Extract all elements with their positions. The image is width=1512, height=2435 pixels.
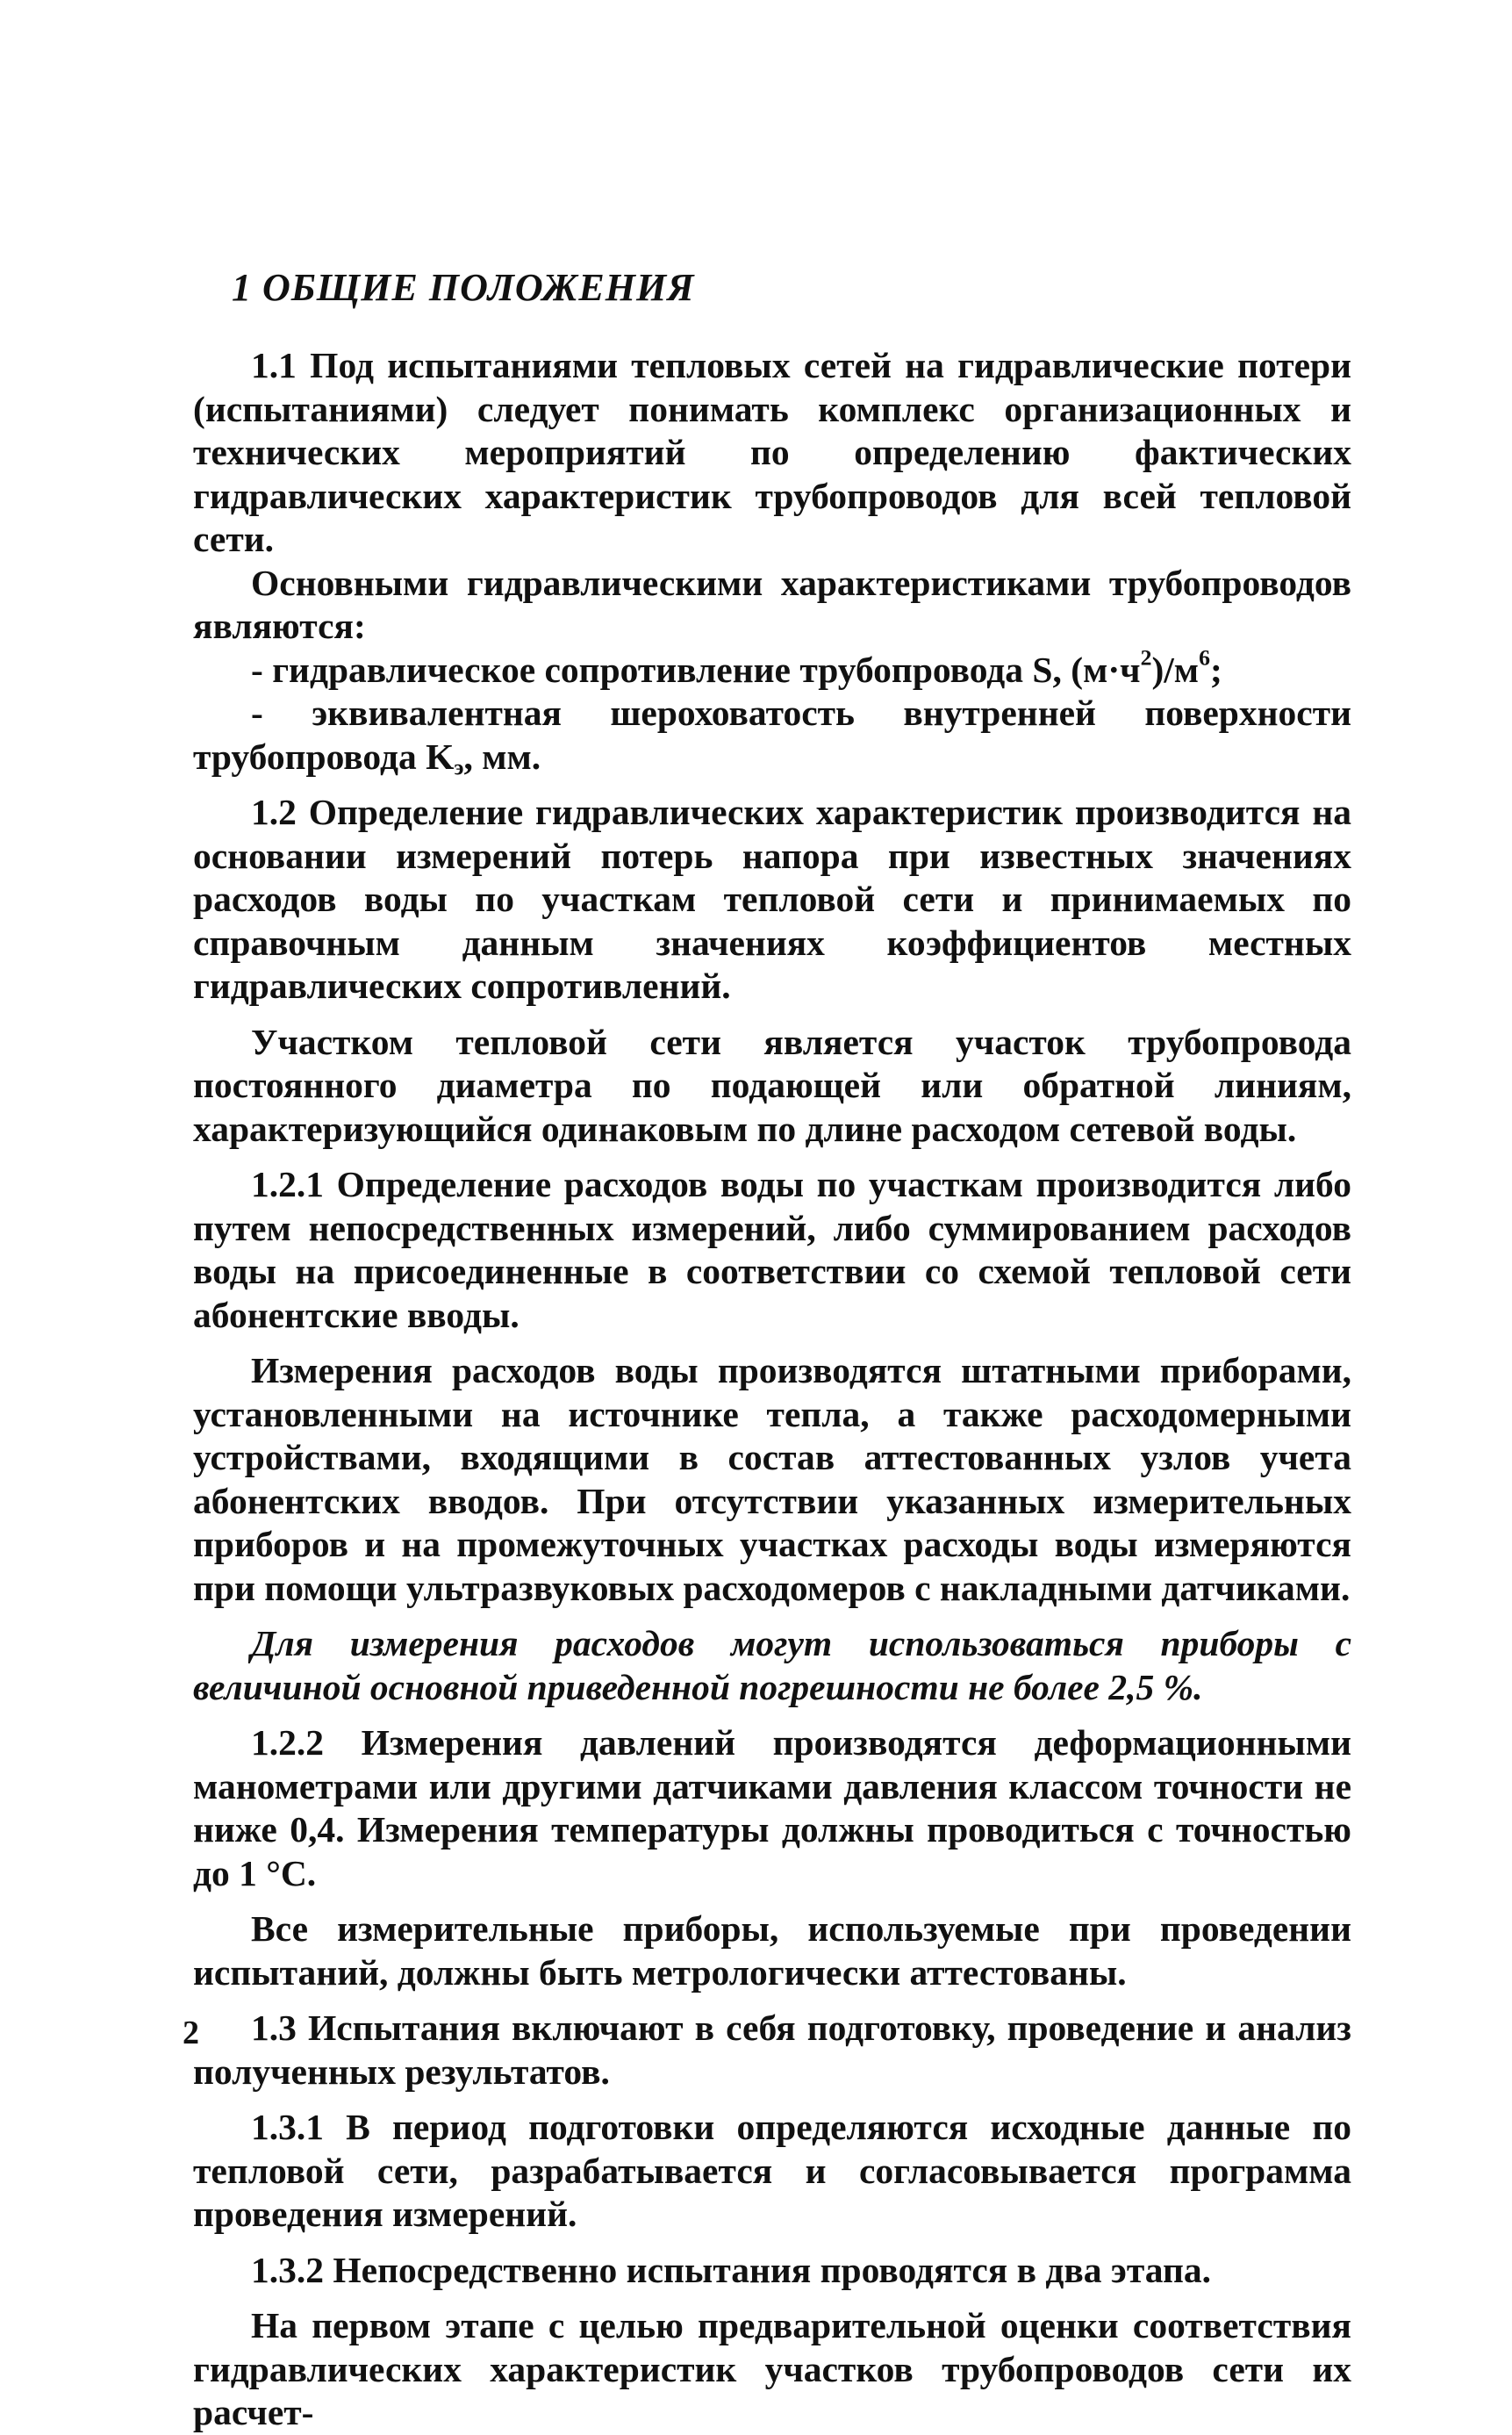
paragraph-flow-accuracy: Для измерения расходов могут использоваться приборы с величиной основной приведенной погрешности не более 2,5 %. [193, 1623, 1351, 1707]
paragraph-1-3: 1.3 Испытания включают в себя подготовку, проведение и анализ полученных результатов. [193, 2008, 1351, 2092]
list-item-resistance-end: ; [1209, 649, 1222, 690]
section-title: 1 ОБЩИЕ ПОЛОЖЕНИЯ [232, 266, 695, 309]
superscript-2: 2 [1140, 644, 1152, 671]
list-item-resistance-text: - гидравлическое сопротивление трубопровода S, (м·ч [251, 649, 1141, 690]
page-number: 2 [183, 2015, 199, 2051]
paragraph-main-characteristics: Основными гидравлическими характеристиками трубопроводов являются: [193, 562, 1351, 646]
paragraph-flow-measurements: Измерения расходов воды производятся штатными приборами, установленными на источнике тепла, а также расходомерными устройствами, входящими в состав аттестованных узлов учета абонентских вводов. При отсутствии указанных измерительных приборов и на промежуточных участках расходы воды измеряются при помощи ультразвуковых расходомеров с накладными датчиками. [193, 1350, 1351, 1608]
list-item-roughness [193, 692, 1351, 779]
list-item-roughness-text: - эквивалентная шероховатость внутренней поверхности трубопровода K [193, 693, 1351, 777]
paragraph-section-definition: Участком тепловой сети является участок трубопровода постоянного диаметра по подающей или обратной линиям, характеризующийся одинаковым по длине расходом сетевой воды. [193, 1021, 1351, 1149]
list-item-roughness-end: , мм. [463, 736, 541, 777]
paragraph-1-3-1: 1.3.1 В период подготовки определяются исходные данные по тепловой сети, разрабатывается и согласовывается программа проведения измерений. [193, 2107, 1351, 2234]
paragraph-1-1: 1.1 Под испытаниями тепловых сетей на гидравлические потери (испытаниями) следует понимать комплекс организационных и технических мероприятий по определению фактических гидравлических характеристик трубопроводов для всей тепловой сети. [193, 345, 1351, 559]
list-item-resistance [193, 644, 1351, 693]
paragraph-1-2: 1.2 Определение гидравлических характеристик производится на основании измерений потерь напора при известных значениях расходов воды по участкам тепловой сети и принимаемых по справочным данным значениях коэффициентов местных гидравлических сопротивлений. [193, 792, 1351, 1006]
list-item-resistance-unit: )/м [1151, 649, 1200, 690]
subscript-e: э [454, 753, 464, 779]
document-page [193, 263, 1351, 2435]
paragraph-1-2-1: 1.2.1 Определение расходов воды по участкам производится либо путем непосредственных измерений, либо суммированием расходов воды на присоединенные в соответствии со схемой тепловой сети абонентские вводы. [193, 1164, 1351, 1335]
paragraph-1-3-2: 1.3.2 Непосредственно испытания проводятся в два этапа. [251, 2249, 1211, 2290]
paragraph-1-2-2: 1.2.2 Измерения давлений производятся деформационными манометрами или другими датчиками давления классом точности не ниже 0,4. Измерения температуры должны проводиться с точностью до 1 °С. [193, 1722, 1351, 1893]
superscript-6: 6 [1199, 644, 1210, 671]
paragraph-metrology: Все измерительные приборы, используемые при проведении испытаний, должны быть метрологически аттестованы. [193, 1908, 1351, 1993]
paragraph-first-stage: На первом этапе с целью предварительной оценки соответствия гидравлических характеристик участков трубопроводов сети их расчет- [193, 2305, 1351, 2432]
